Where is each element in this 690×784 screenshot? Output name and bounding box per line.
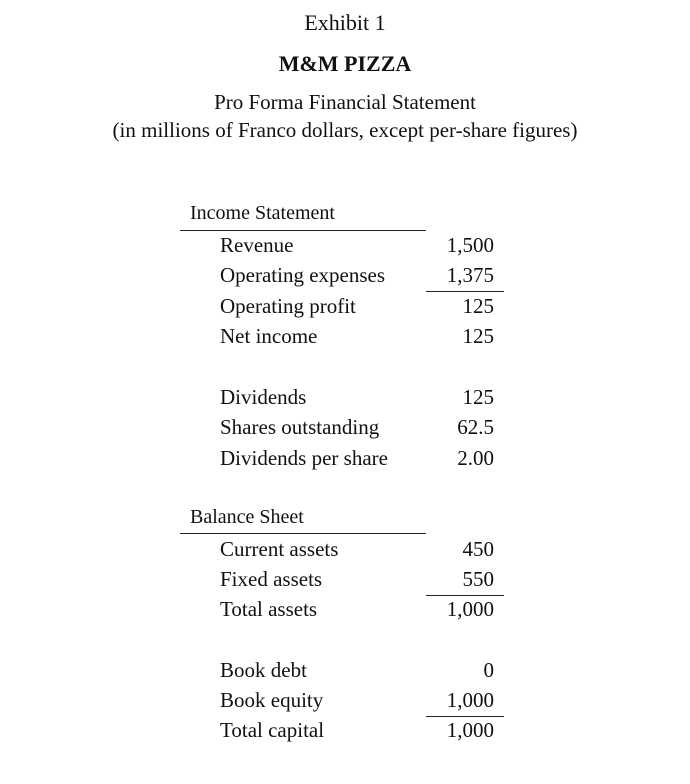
fixed-assets-label: Fixed assets: [220, 567, 323, 591]
book-debt-label: Book debt: [220, 658, 307, 682]
total-capital-label: Total capital: [220, 718, 325, 742]
fixed-assets-sum-rule: [426, 595, 504, 596]
net-income-label: Net income: [220, 324, 318, 348]
balance-sheet-heading: Balance Sheet: [190, 506, 304, 528]
book-equity-value: 1,000: [446, 688, 494, 712]
current-assets-label: Current assets: [220, 537, 339, 561]
revenue-label: Revenue: [220, 233, 294, 257]
statement-subtitle: Pro Forma Financial Statement: [214, 90, 476, 114]
operating-profit-label: Operating profit: [220, 294, 356, 318]
dividends-value: 125: [462, 385, 494, 409]
total-capital-value: 1,000: [446, 718, 494, 742]
shares-outstanding-value: 62.5: [457, 415, 494, 439]
book-debt-value: 0: [483, 658, 494, 682]
dividends-per-share-value: 2.00: [457, 446, 494, 470]
fixed-assets-value: 550: [462, 567, 494, 591]
net-income-value: 125: [462, 324, 494, 348]
dividends-label: Dividends: [220, 385, 307, 409]
exhibit-label: Exhibit 1: [304, 10, 386, 35]
units-note: (in millions of Franco dollars, except per-share figures): [112, 118, 578, 142]
current-assets-value: 450: [462, 537, 494, 561]
income-statement-rule: [180, 230, 426, 231]
income-statement-heading: Income Statement: [190, 202, 335, 224]
operating-expenses-sum-rule: [426, 291, 504, 292]
balance-sheet-rule: [180, 533, 426, 534]
total-assets-label: Total assets: [220, 597, 318, 621]
revenue-value: 1,500: [446, 233, 494, 257]
shares-outstanding-label: Shares outstanding: [220, 415, 380, 439]
company-title: M&M PIZZA: [278, 51, 412, 76]
total-assets-value: 1,000: [446, 597, 494, 621]
operating-expenses-label: Operating expenses: [220, 263, 386, 287]
operating-profit-value: 125: [462, 294, 494, 318]
book-equity-label: Book equity: [220, 688, 324, 712]
dividends-per-share-label: Dividends per share: [220, 446, 388, 470]
book-equity-sum-rule: [426, 716, 504, 717]
operating-expenses-value: 1,375: [446, 263, 494, 287]
